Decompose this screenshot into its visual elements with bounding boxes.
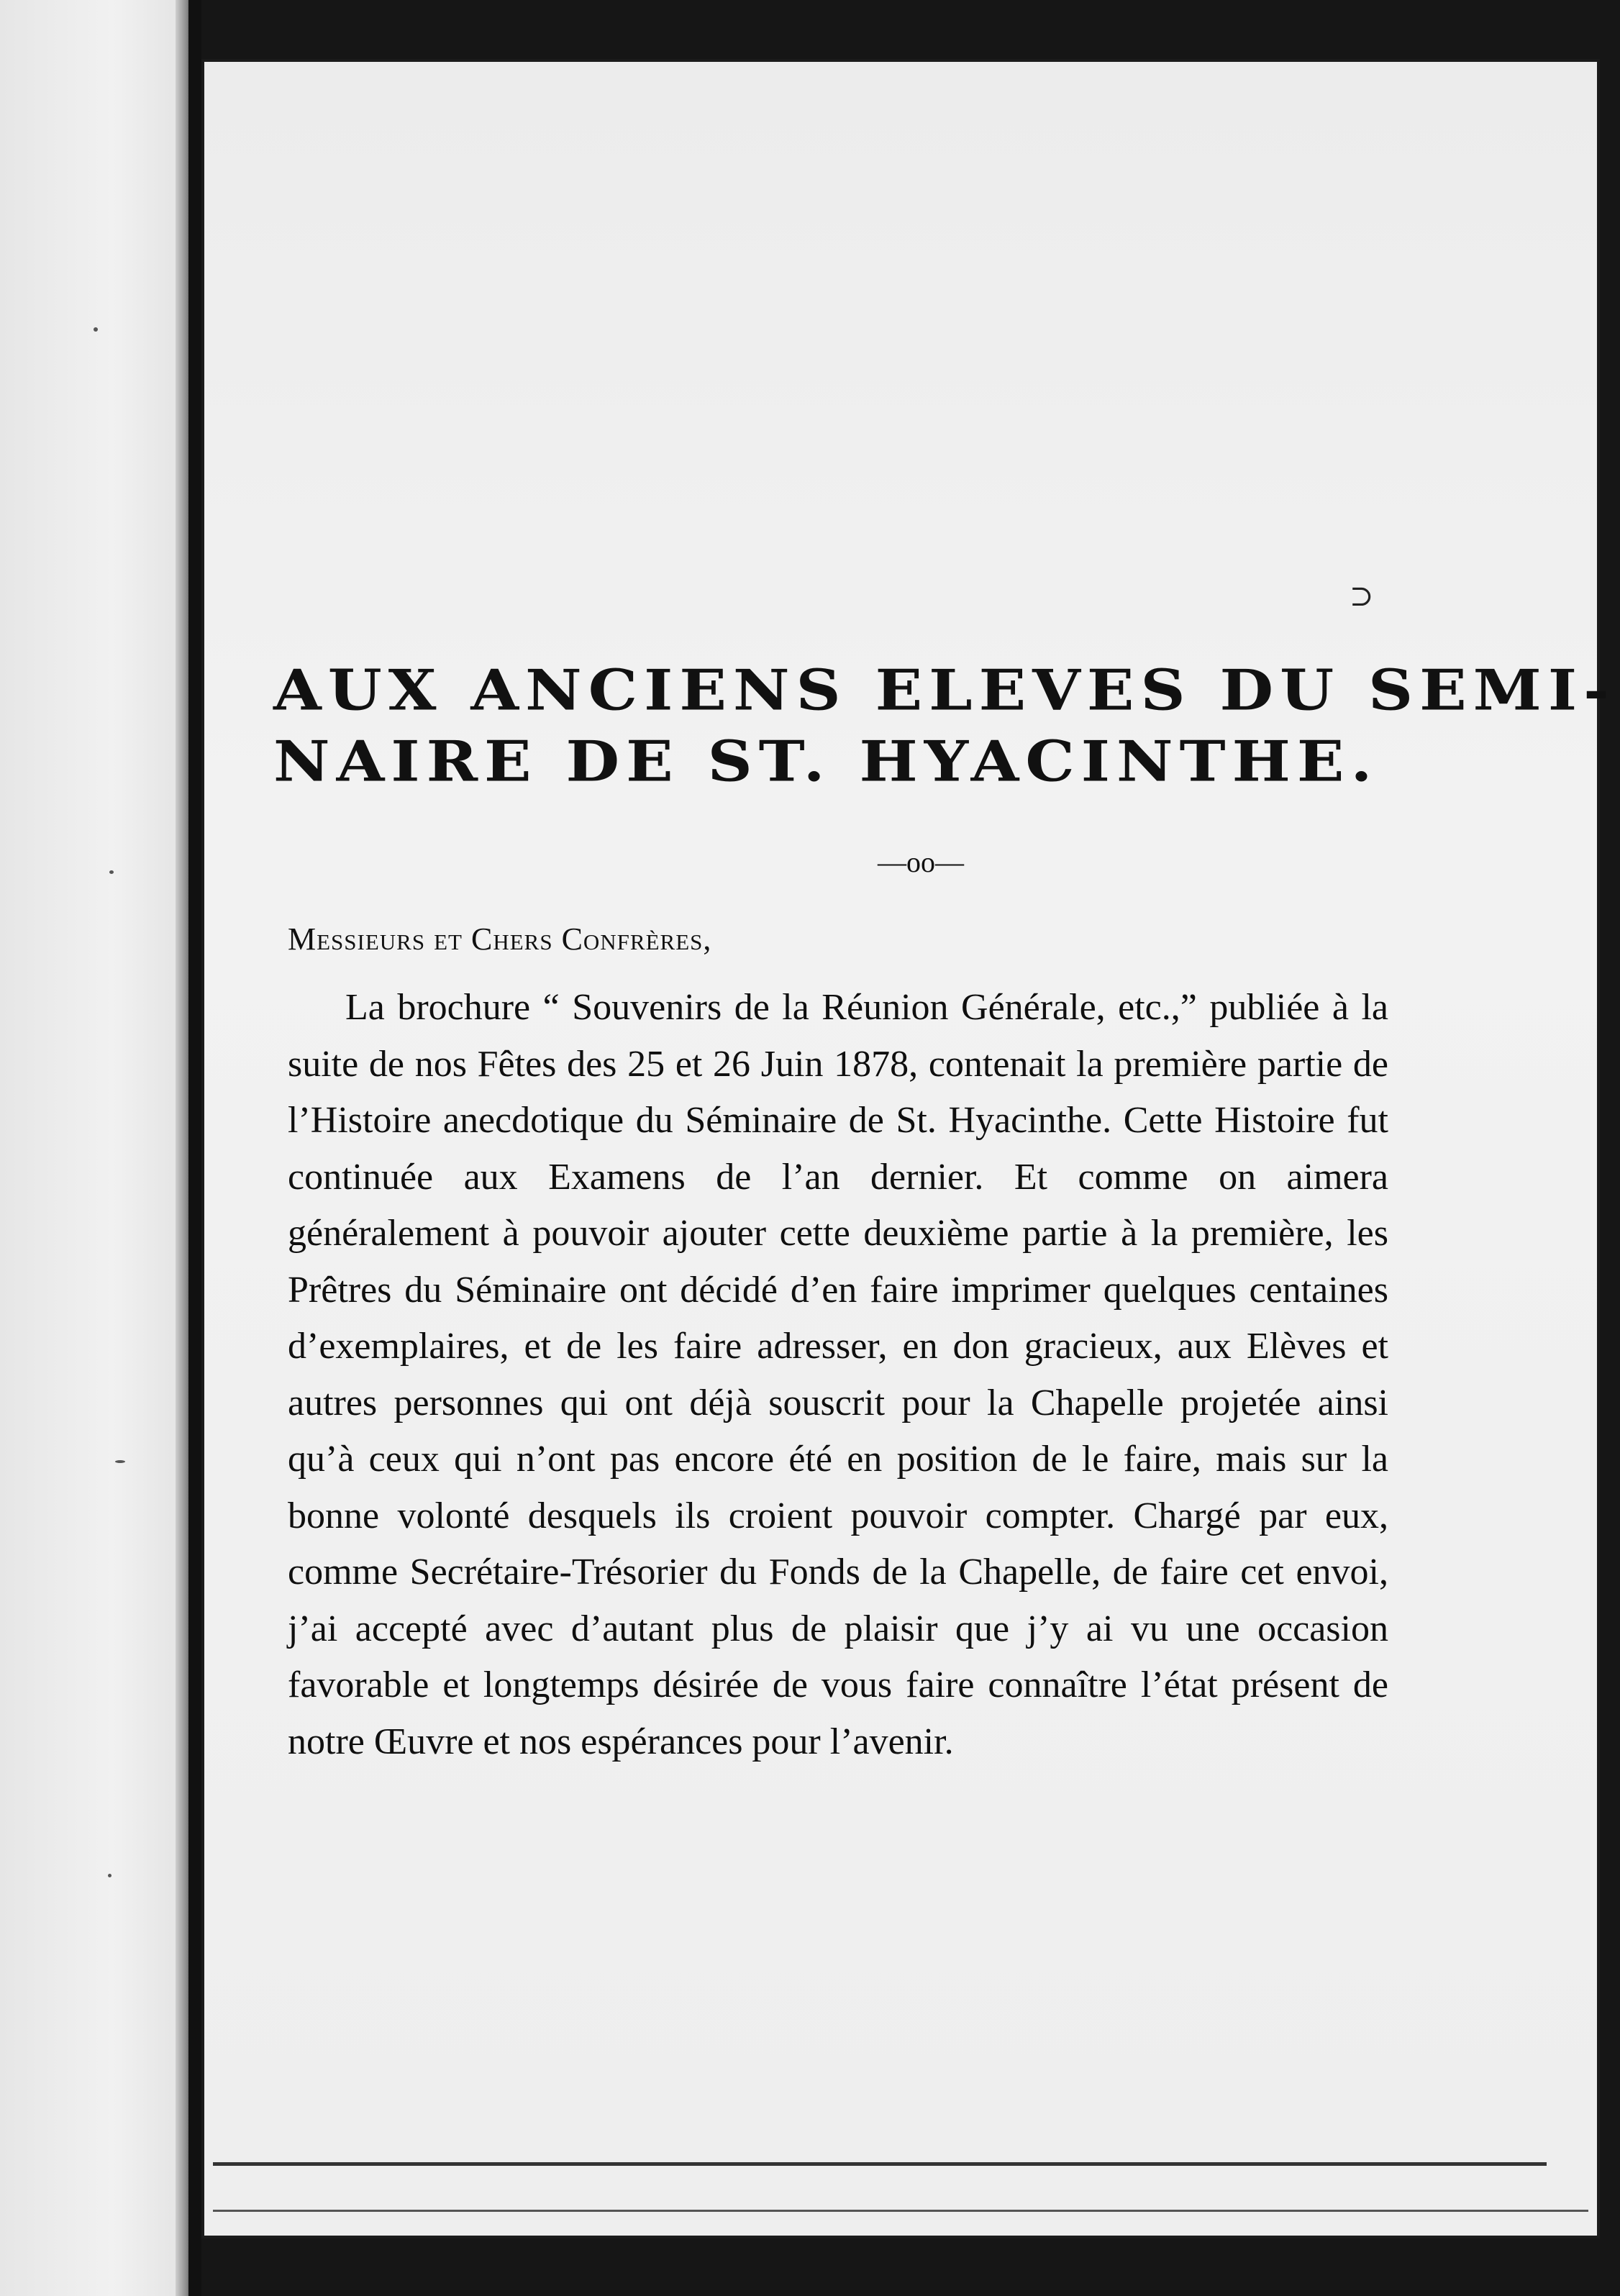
title-line-1: AUX ANCIENS ELEVES DU SEMI- bbox=[273, 657, 1616, 724]
title-line-2: NAIRE DE ST. HYACINTHE. bbox=[273, 729, 1379, 795]
salutation: Messieurs et Chers Confrères, bbox=[288, 921, 712, 957]
bottom-rule-lower bbox=[213, 2210, 1588, 2212]
book-gutter bbox=[188, 0, 201, 2296]
page-title bbox=[273, 655, 1616, 798]
margin-mark: ⊃ bbox=[1350, 580, 1374, 612]
left-page-blank bbox=[0, 0, 188, 2296]
body-text bbox=[288, 980, 1388, 1770]
bottom-rule bbox=[213, 2162, 1547, 2166]
paragraph: La brochure “ Souvenirs de la Réunion Générale, etc.,” publiée à la suite de nos Fêtes des 25 et 26 Juin 1878, contenait la première partie de l’Histoire anecdotique du Séminaire de St. Hyacinthe. Cette Histoire fut continuée aux Examens de l’an dernier. Et comme on aimera généralement à pouvoir ajouter cette deuxième partie à la première, les Prêtres du Séminaire ont décidé d’en faire imprimer quelques centaines d’exemplaires, et de les faire adresser, en don gracieux, aux Elèves et autres personnes qui ont déjà souscrit pour la Chapelle projetée ainsi qu’à ceux qui n’ont pas encore été en position de le faire, mais sur la bonne volonté desquels ils croient pouvoir compter. Chargé par eux, comme Secrétaire-Trésorier du Fonds de la Chapelle, de faire cet envoi, j’ai accepté avec d’autant plus de plaisir que j’y ai vu une occasion favorable et longtemps désirée de vous faire connaître l’état présent de notre Œuvre et nos espérances pour l’avenir. bbox=[288, 987, 1388, 1762]
ornament-divider: —oo— bbox=[878, 846, 964, 878]
